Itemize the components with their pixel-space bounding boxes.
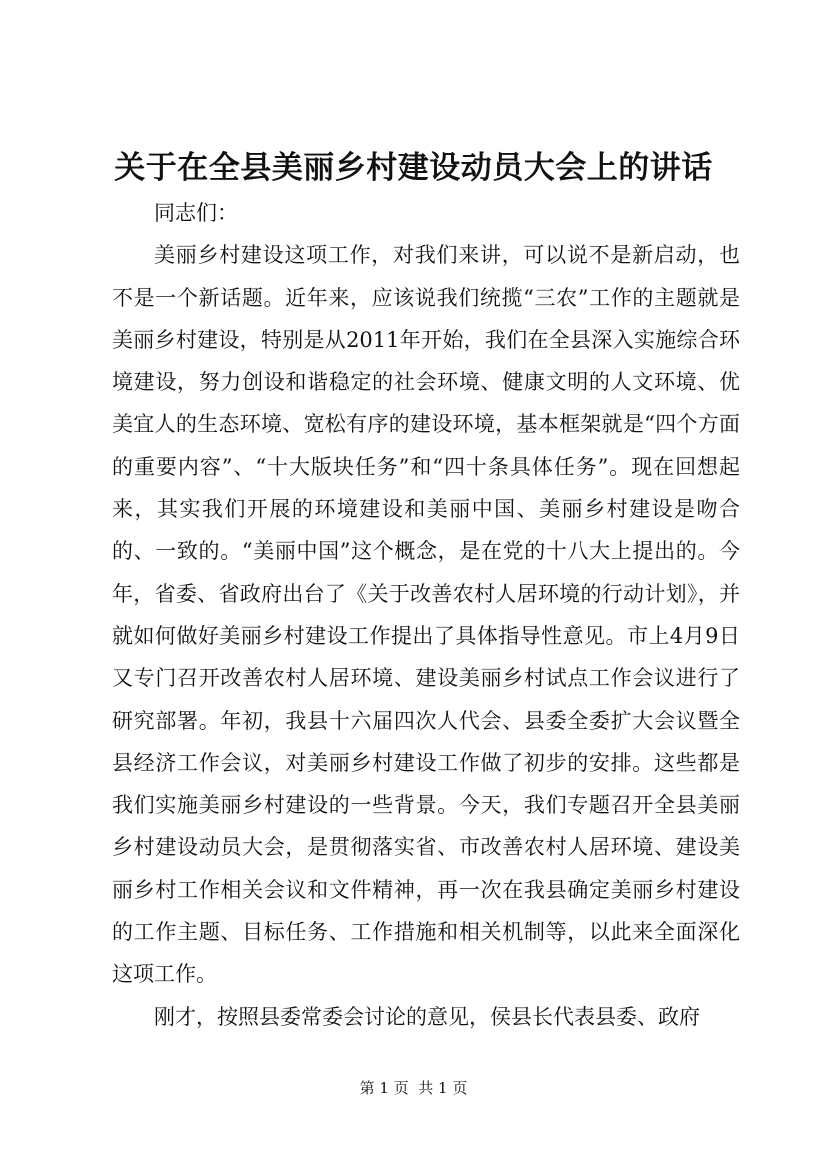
body-paragraph-2: 刚才，按照县委常委会讨论的意见，侯县长代表县委、政府	[154, 1004, 700, 1029]
body-paragraph-1: 美丽乡村建设这项工作，对我们来讲，可以说不是新启动，也不是一个新话题。近年来，应该说我们统揽“三农”工作的主题就是美丽乡村建设，特别是从2011年开始，我们在全县深入实施综合环境建设，努力创设和谐稳定的社会环境、健康文明的人文环境、优美宜人的生态环境、宽松有序的建设环境，基本框架就是“四个方面的重要内容”、“十大版块任务”和“四十条具体任务”。现在回想起来，其实我们开展的环境建设和美丽中国、美丽乡村建设是吻合的、一致的。“美丽中国”这个概念，是在党的十八大上提出的。今年，省委、省政府出台了《关于改善农村人居环境的行动计划》，并就如何做好美丽乡村建设工作提出了具体指导性意见。市上4月9日又专门召开改善农村人居环境、建设美丽乡村试点工作会议进行了研究部署。年初，我县十六届四次人代会、县委全委扩大会议暨全县经济工作会议，对美丽乡村建设工作做了初步的安排。这些都是我们实施美丽乡村建设的一些背景。今天，我们专题召开全县美丽乡村建设动员大会，是贯彻落实省、市改善农村人居环境、建设美丽乡村工作相关会议和文件精神，再一次在我县确定美丽乡村建设的工作主题、目标任务、工作措施和相关机制等，以此来全面深化这项工作。	[112, 243, 740, 987]
document-title: 关于在全县美丽乡村建设动员大会上的讲话	[114, 150, 713, 186]
document-body	[112, 192, 740, 1038]
page-footer: 第 1 页 共 1 页	[359, 1079, 468, 1097]
salutation: 同志们：	[154, 201, 238, 225]
